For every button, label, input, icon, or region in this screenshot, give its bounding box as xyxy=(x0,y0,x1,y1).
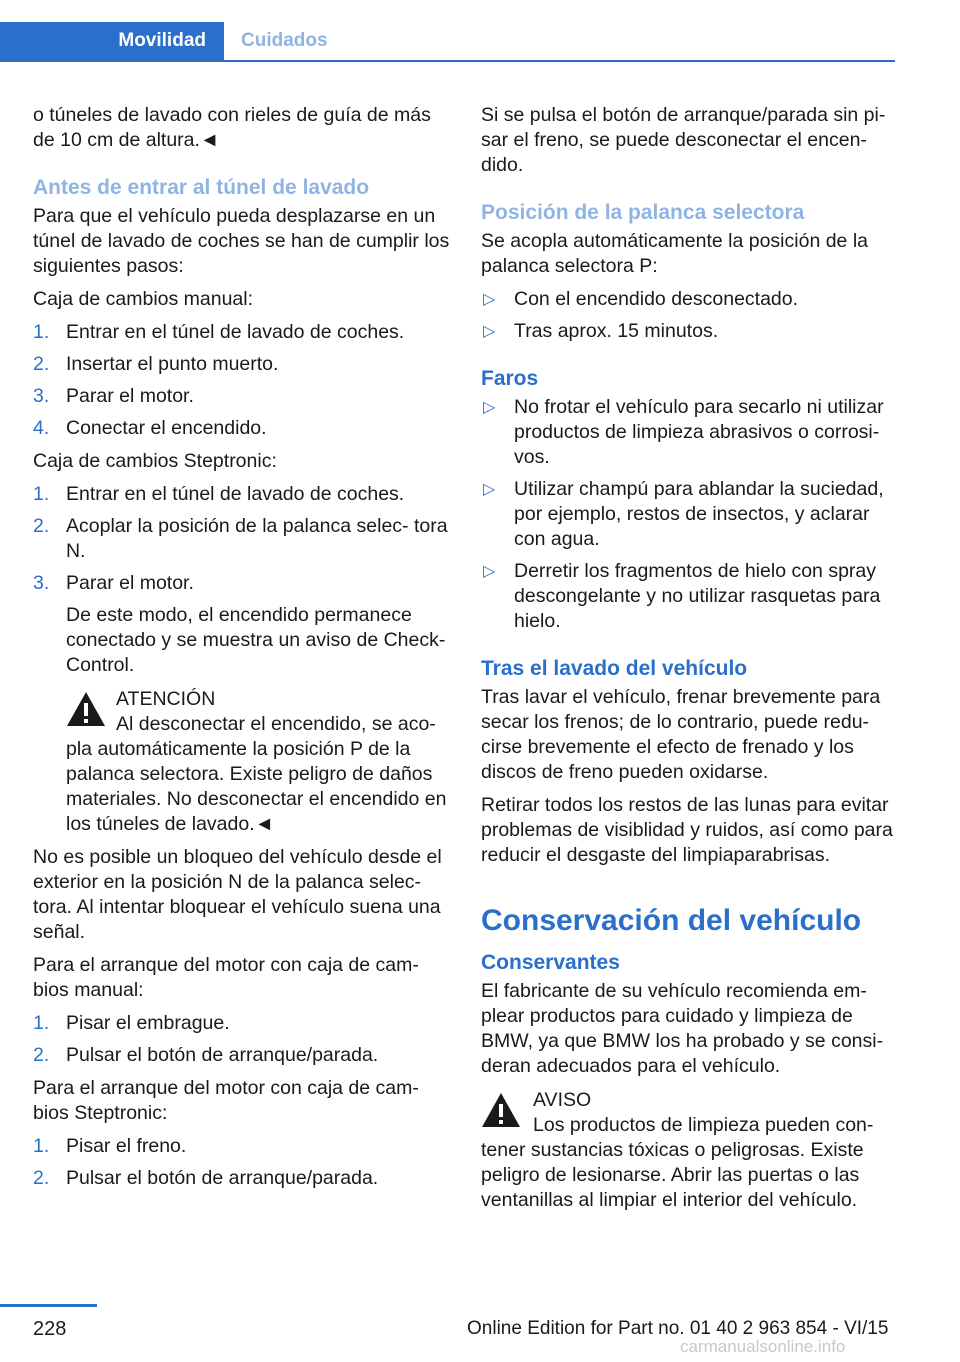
heading-conservantes: Conservantes xyxy=(481,951,620,974)
step-text: Conectar el encendido. xyxy=(66,417,267,439)
step-number: 3. xyxy=(33,385,50,407)
page-number: 228 xyxy=(33,1318,67,1340)
step-text: Entrar en el túnel de lavado de coches. xyxy=(66,483,405,505)
list-item xyxy=(481,395,901,470)
step-text: Parar el motor. xyxy=(66,572,194,594)
step-subtext: De este modo, el encendido permanece conectado y se muestra un aviso de Check-Control. xyxy=(66,604,446,676)
step-number: 1. xyxy=(33,1012,50,1034)
step-text: Pulsar el botón de arranque/parada. xyxy=(66,1044,379,1066)
footer-rule xyxy=(0,1304,97,1307)
list-item xyxy=(481,287,901,312)
heading-before-wash: Antes de entrar al túnel de lavado xyxy=(33,176,370,199)
right-column xyxy=(481,103,901,1221)
warning-triangle-icon xyxy=(66,691,106,727)
list-item xyxy=(33,352,451,377)
edition-text: Online Edition for Part no. 01 40 2 963 854 - VI/15 xyxy=(467,1318,889,1339)
start-steptronic-label: Para el arranque del motor con caja de cam‐ bios Steptronic: xyxy=(33,1077,419,1124)
step-text: Pisar el freno. xyxy=(66,1135,187,1157)
item-text: Con el encendido desconectado. xyxy=(514,288,799,310)
tab-movilidad[interactable]: Movilidad xyxy=(0,22,224,60)
step-text: Pulsar el botón de arranque/parada. xyxy=(66,1167,379,1189)
page-header xyxy=(0,0,895,62)
warning-triangle-icon xyxy=(481,1092,521,1128)
step-number: 2. xyxy=(33,1167,50,1189)
step-number: 1. xyxy=(33,321,50,343)
step-text: Insertar el punto muerto. xyxy=(66,353,279,375)
list-item xyxy=(33,384,451,409)
steptronic-label: Caja de cambios Steptronic: xyxy=(33,450,277,472)
bullet-triangle-icon: ▷ xyxy=(483,563,496,580)
paragraph-after-wash-2: Retirar todos los restos de las lunas para evitar problemas de visiblidad y ruidos, así como para reducir el desgaste del limpiaparabrisas. xyxy=(481,794,893,866)
step-number: 4. xyxy=(33,417,50,439)
tab-cuidados[interactable]: Cuidados xyxy=(241,30,328,51)
paragraph-after-wash-1: Tras lavar el vehículo, frenar brevemente para secar los frenos; de lo contrario, puede redu‐ cirse brevemente el efecto de frenado y los discos de freno pueden oxidarse. xyxy=(481,686,881,783)
start-manual-steps-list xyxy=(33,1011,451,1068)
list-item xyxy=(33,482,451,507)
left-column xyxy=(33,103,451,1199)
section-title: Conservación del vehículo xyxy=(481,904,862,937)
list-item xyxy=(481,477,901,552)
step-text: Parar el motor. xyxy=(66,385,194,407)
paragraph-lock: No es posible un bloqueo del vehículo desde el exterior en la posición N de la palanca selec‐ tora. Al intentar bloquear el vehículo suena una señal. xyxy=(33,846,442,943)
warning-text: Al desconectar el encendido, se aco‐ pla automáticamente la posición P de la palanca selectora. Existe peligro de daños materiales. No desconectar el encendido en los túneles de lavado.◄ xyxy=(66,713,447,835)
item-text: No frotar el vehículo para secarlo ni utilizar productos de limpieza abrasivos o corrosi‐ vos. xyxy=(514,396,884,468)
list-item xyxy=(33,1043,451,1068)
list-item xyxy=(33,571,451,678)
list-item xyxy=(33,416,451,441)
manual-steps-list xyxy=(33,320,451,441)
step-number: 3. xyxy=(33,572,50,594)
step-number: 2. xyxy=(33,353,50,375)
heading-selector-position: Posición de la palanca selectora xyxy=(481,201,805,224)
notice-box xyxy=(481,1088,901,1213)
step-text: Pisar el embrague. xyxy=(66,1012,230,1034)
notice-title: AVISO xyxy=(533,1089,592,1111)
start-steptronic-steps-list xyxy=(33,1134,451,1191)
faros-list xyxy=(481,395,901,634)
step-number: 2. xyxy=(33,1044,50,1066)
list-item xyxy=(481,559,901,634)
step-text: Acoplar la posición de la palanca selec‐ tora N. xyxy=(66,515,448,562)
list-item xyxy=(33,1011,451,1036)
bullet-triangle-icon: ▷ xyxy=(483,323,496,340)
paragraph-conservantes: El fabricante de su vehículo recomienda em‐ plear productos para cuidado y limpieza de BMW, ya que BMW los ha probado y se consi‐ deran adecuados para el vehículo. xyxy=(481,980,884,1077)
list-item xyxy=(33,320,451,345)
heading-faros: Faros xyxy=(481,367,539,390)
bullet-triangle-icon: ▷ xyxy=(483,399,496,416)
steptronic-steps-list xyxy=(33,482,451,678)
header-rule xyxy=(0,60,895,62)
start-manual-label: Para el arranque del motor con caja de cam‐ bios manual: xyxy=(33,954,419,1001)
warning-box xyxy=(66,687,451,837)
manual-label: Caja de cambios manual: xyxy=(33,288,254,310)
step-text: Entrar en el túnel de lavado de coches. xyxy=(66,321,405,343)
warning-title: ATENCIÓN xyxy=(116,688,216,710)
list-item xyxy=(33,514,451,564)
item-text: Tras aprox. 15 minutos. xyxy=(514,320,719,342)
selector-list xyxy=(481,287,901,344)
paragraph-before-wash: Para que el vehículo pueda desplazarse en un túnel de lavado de coches se han de cumplir los siguientes pasos: xyxy=(33,205,450,277)
bullet-triangle-icon: ▷ xyxy=(483,291,496,308)
item-text: Derretir los fragmentos de hielo con spray descongelante y no utilizar rasquetas para hielo. xyxy=(514,560,881,632)
list-item xyxy=(33,1134,451,1159)
step-number: 2. xyxy=(33,515,50,537)
step-number: 1. xyxy=(33,1135,50,1157)
bullet-triangle-icon: ▷ xyxy=(483,481,496,498)
list-item xyxy=(33,1166,451,1191)
paragraph-selector: Se acopla automáticamente la posición de la palanca selectora P: xyxy=(481,230,868,277)
item-text: Utilizar champú para ablandar la suciedad, por ejemplo, restos de insectos, y aclarar con agua. xyxy=(514,478,884,550)
watermark: carmanualsonline.info xyxy=(680,1337,846,1356)
heading-after-wash: Tras el lavado del vehículo xyxy=(481,657,748,680)
step-number: 1. xyxy=(33,483,50,505)
notice-text: Los productos de limpieza pueden con‐ tener sustancias tóxicas o peligrosas. Existe peligro de lesionarse. Abrir las puertas o las ventanillas al limpiar el interior del vehículo. xyxy=(481,1114,874,1211)
intro-paragraph: Si se pulsa el botón de arranque/parada sin pi‐ sar el freno, se puede desconectar el encen‐ dido. xyxy=(481,104,886,176)
list-item xyxy=(481,319,901,344)
intro-paragraph: o túneles de lavado con rieles de guía de más de 10 cm de altura.◄ xyxy=(33,104,431,151)
